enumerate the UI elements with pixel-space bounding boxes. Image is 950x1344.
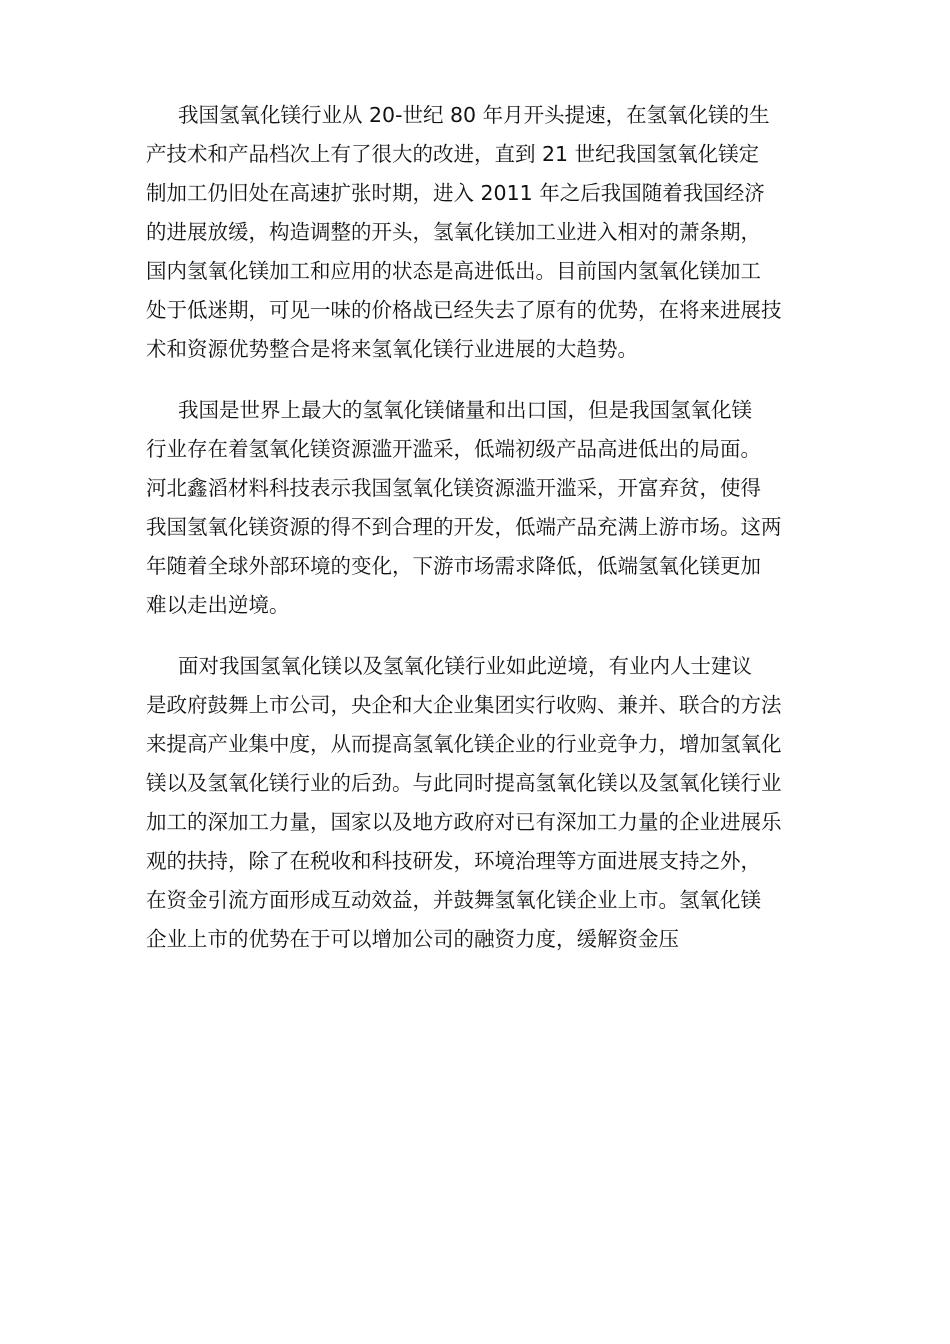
text-line: 年随着全球外部环境的变化，下游市场需求降低，低端氢氧化镁更加 — [146, 554, 761, 578]
text-line: 我国是世界上最大的氢氧化镁储量和出口国，但是我国氢氧化镁 — [178, 398, 752, 422]
paragraph-3 — [146, 647, 818, 959]
text-line: 河北鑫滔材料科技表示我国氢氧化镁资源滥开滥采，开富弃贫，使得 — [146, 476, 761, 500]
text-line: 我国氢氧化镁行业从 20-世纪 80 年月开头提速，在氢氧化镁的生 — [178, 103, 770, 127]
text-line: 来提高产业集中度，从而提高氢氧化镁企业的行业竞争力，增加氢氧化 — [146, 732, 782, 756]
text-line: 我国氢氧化镁资源的得不到合理的开发，低端产品充满上游市场。这两 — [146, 515, 782, 539]
text-line: 观的扶持，除了在税收和科技研发，环境治理等方面进展支持之外， — [146, 849, 761, 873]
text-line: 制加工仍旧处在高速扩张时期，进入 2011 年之后我国随着我国经济 — [146, 181, 765, 205]
text-line: 国内氢氧化镁加工和应用的状态是高进低出。目前国内氢氧化镁加工 — [146, 259, 761, 283]
text-line: 是政府鼓舞上市公司，央企和大企业集团实行收购、兼并、联合的方法 — [146, 693, 782, 717]
document-body — [146, 96, 818, 981]
text-line: 难以走出逆境。 — [146, 593, 290, 617]
text-line: 镁以及氢氧化镁行业的后劲。与此同时提高氢氧化镁以及氢氧化镁行业 — [146, 771, 782, 795]
text-line: 在资金引流方面形成互动效益，并鼓舞氢氧化镁企业上市。氢氧化镁 — [146, 888, 761, 912]
paragraph-1 — [146, 96, 818, 369]
text-line: 企业上市的优势在于可以增加公司的融资力度，缓解资金压 — [146, 927, 679, 951]
text-line: 行业存在着氢氧化镁资源滥开滥采，低端初级产品高进低出的局面。 — [146, 437, 761, 461]
paragraph-2 — [146, 391, 818, 625]
text-line: 面对我国氢氧化镁以及氢氧化镁行业如此逆境，有业内人士建议 — [178, 654, 752, 678]
text-line: 产技术和产品档次上有了很大的改进，直到 21 世纪我国氢氧化镁定 — [146, 142, 760, 166]
text-line: 的进展放缓，构造调整的开头，氢氧化镁加工业进入相对的萧条期， — [146, 220, 761, 244]
text-line: 处于低迷期，可见一味的价格战已经失去了原有的优势，在将来进展技 — [146, 298, 782, 322]
text-line: 术和资源优势整合是将来氢氧化镁行业进展的大趋势。 — [146, 337, 638, 361]
text-line: 加工的深加工力量，国家以及地方政府对已有深加工力量的企业进展乐 — [146, 810, 782, 834]
